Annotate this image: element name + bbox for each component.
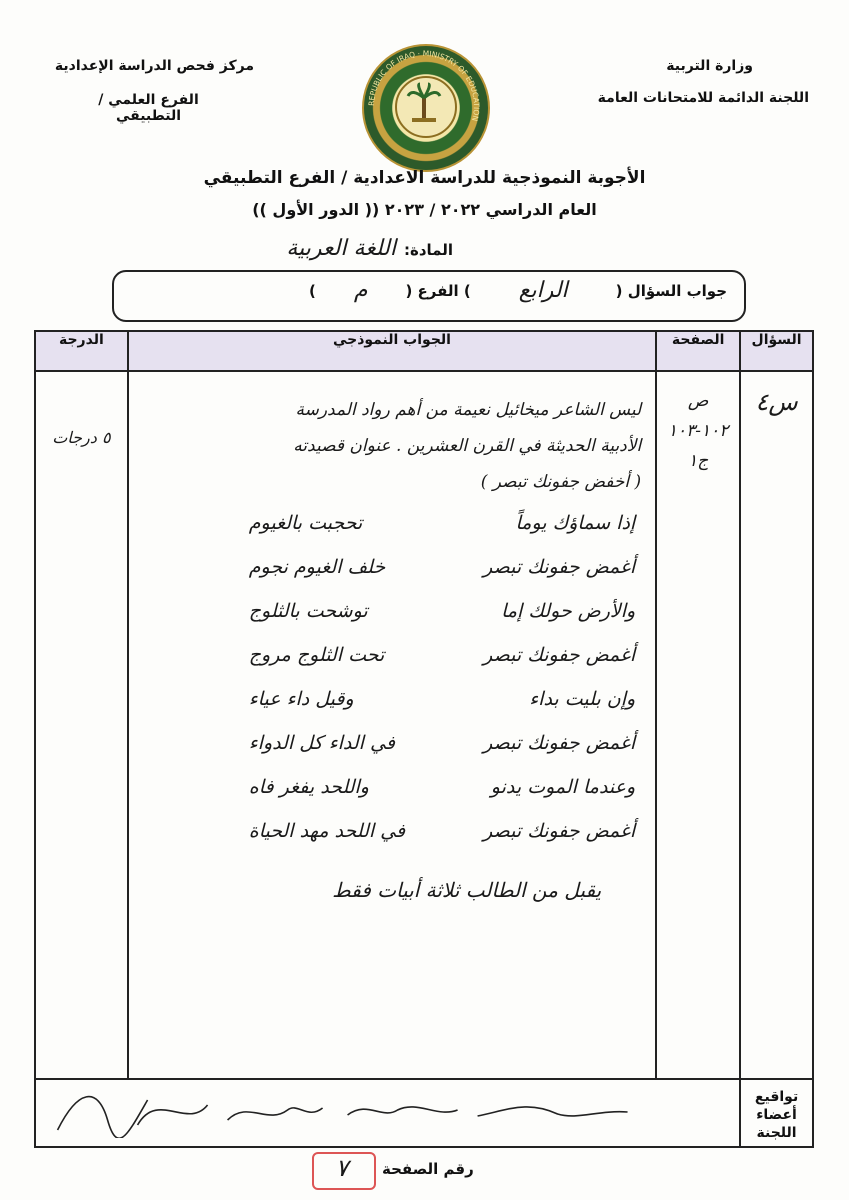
verse-second-half: واللحد يفغر فاه xyxy=(248,776,369,798)
question-number: س٤ xyxy=(755,388,798,416)
intro-line: ( أخفض جفونك تبصر ) xyxy=(480,472,642,492)
header-grade: الدرجة xyxy=(35,331,128,371)
committee-signatures xyxy=(36,1080,739,1138)
verse-row xyxy=(139,820,641,864)
verse-first-half: وإن بليت بداء xyxy=(529,688,636,710)
verse-first-half: أغمض جفونك تبصر xyxy=(483,820,636,842)
verse-second-half: تحجبت بالغيوم xyxy=(248,512,363,534)
signatures-cell xyxy=(35,1079,740,1147)
subject-line xyxy=(286,236,453,261)
page-number-label: رقم الصفحة xyxy=(382,1160,474,1178)
verse-second-half: توشحت بالثلوج xyxy=(248,600,368,622)
exams-committee: اللجنة الدائمة للامتحانات العامة xyxy=(597,90,809,106)
verse-first-half: أغمض جفونك تبصر xyxy=(483,732,636,754)
page-number-value: ٧ xyxy=(335,1154,349,1182)
subject-label: المادة: xyxy=(403,241,453,259)
verse-first-half: أغمض جفونك تبصر xyxy=(483,644,636,666)
verse-second-half: في الداء كل الدواء xyxy=(248,732,395,754)
academic-year: العام الدراسي ٢٠٢٢ / ٢٠٢٣ (( الدور الأول )) xyxy=(252,200,597,219)
verse-row xyxy=(139,644,641,688)
branch-value: م xyxy=(353,278,368,303)
intro-line: ليس الشاعر ميخائيل نعيمة من أهم رواد المدرسة xyxy=(295,400,642,420)
question-cell xyxy=(740,371,813,1079)
verse-row xyxy=(139,512,641,556)
subject-value: اللغة العربية xyxy=(286,236,396,261)
verse-first-half: أغمض جفونك تبصر xyxy=(483,556,636,578)
grade-value: ٥ درجات xyxy=(52,428,111,447)
exam-center: مركز فحص الدراسة الإعدادية xyxy=(54,58,254,74)
signatures-label-cell xyxy=(740,1079,813,1147)
verse-row xyxy=(139,776,641,820)
question-box-content xyxy=(309,278,727,303)
seal-ring-text xyxy=(362,44,486,168)
answer-value: الرابع xyxy=(518,278,568,303)
verse-first-half: وعندما الموت يدنو xyxy=(490,776,636,798)
verse-second-half: في اللحد مهد الحياة xyxy=(248,820,406,842)
branch-close: ) xyxy=(308,281,316,300)
verse-first-half: والأرض حولك إما xyxy=(501,600,636,622)
ministry-name: وزارة التربية xyxy=(666,58,753,74)
header-page: الصفحة xyxy=(656,331,740,371)
verse-second-half: تحت الثلوج مروج xyxy=(248,644,385,666)
verse-row xyxy=(139,600,641,644)
page-reference: ص ١٠٢-١٠٣ ج١ xyxy=(667,391,729,471)
page-cell xyxy=(656,371,740,1079)
answer-intro xyxy=(139,392,641,500)
verse-second-half: وقيل داء عياء xyxy=(248,688,354,710)
verse-first-half: إذا سماؤك يوماً xyxy=(515,512,636,534)
verse-row xyxy=(139,732,641,776)
page-title: الأجوبة النموذجية للدراسة الاعدادية / الفرع التطبيقي xyxy=(203,168,646,188)
verse-row xyxy=(139,688,641,732)
answer-label: جواب السؤال ( xyxy=(615,281,727,300)
grade-cell xyxy=(35,371,128,1079)
header-question: السؤال xyxy=(740,331,813,371)
poem-verses xyxy=(139,512,641,864)
signatures-label: تواقيع أعضاء اللجنة xyxy=(754,1089,799,1141)
branch-header: الفرع العلمي / التطبيقي xyxy=(98,92,199,124)
answer-cell xyxy=(128,371,656,1079)
branch-label: ) الفرع ( xyxy=(405,281,471,300)
answer-note: يقبل من الطالب ثلاثة أبيات فقط xyxy=(332,878,602,902)
svg-text:REPUBLIC OF IRAQ · MINISTRY OF: REPUBLIC OF IRAQ · MINISTRY OF EDUCATION xyxy=(366,48,482,123)
verse-second-half: خلف الغيوم نجوم xyxy=(248,556,386,578)
intro-line: الأدبية الحديثة في القرن العشرين . عنوان قصيدته xyxy=(293,436,642,456)
verse-row xyxy=(139,556,641,600)
header-answer: الجواب النموذجي xyxy=(128,331,656,371)
answer-table xyxy=(34,330,814,1148)
